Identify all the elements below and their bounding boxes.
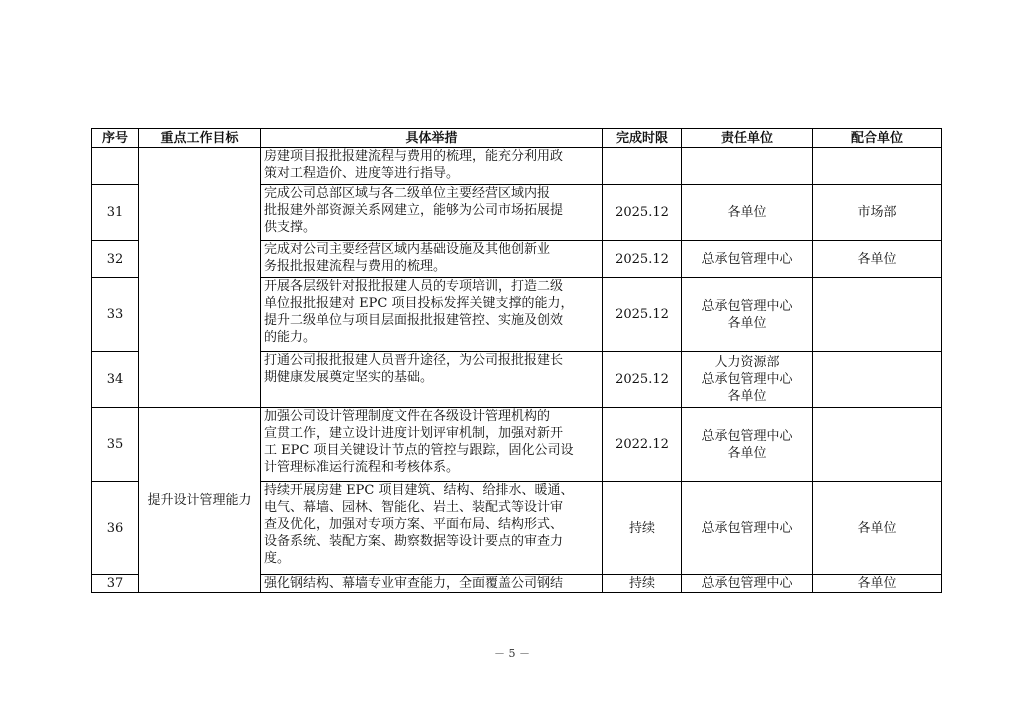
page-number: － 5 － [494, 647, 530, 660]
measure-line: 房建项目报批报建流程与费用的梳理，能充分利用政 [264, 149, 564, 164]
row-cooperate [813, 352, 942, 408]
responsible-unit: 人力资源部 [714, 355, 780, 370]
row-serial: 36 [92, 482, 139, 575]
measure-line: 工 EPC 项目关键设计节点的管控与跟踪，固化公司设 [264, 443, 574, 458]
measure-line: 加强公司设计管理制度文件在各级设计管理机构的 [264, 409, 551, 424]
responsible-unit: 总承包管理中心 [701, 520, 793, 536]
row-cooperate: 各单位 [813, 482, 942, 575]
row-serial: 32 [92, 241, 139, 278]
row-deadline: 持续 [603, 482, 682, 575]
table-row [92, 408, 942, 482]
row-cooperate [813, 148, 942, 185]
responsible-unit: 总承包管理中心 [701, 372, 793, 387]
row-cooperate: 各单位 [813, 241, 942, 278]
row-responsible [682, 241, 813, 278]
measure-line: 持续开展房建 EPC 项目建筑、结构、给排水、暖通、 [264, 483, 574, 498]
header-serial: 序号 [92, 129, 139, 148]
responsible-unit: 总承包管理中心 [701, 251, 793, 267]
measure-line: 打通公司报批报建人员晋升途径，为公司报批报建长 [264, 353, 564, 368]
row-deadline [603, 148, 682, 185]
row-responsible [682, 185, 813, 241]
row-deadline: 2025.12 [603, 185, 682, 241]
row-responsible [682, 575, 813, 593]
row-serial [92, 148, 139, 185]
measure-line: 策对工程造价、进度等进行指导。 [264, 166, 460, 181]
measure-line: 度。 [264, 551, 291, 566]
row-cooperate [813, 278, 942, 352]
measure-line: 开展各层级针对报批报建人员的专项培训，打造二级 [264, 279, 564, 294]
work-plan-table [91, 128, 942, 593]
responsible-unit: 总承包管理中心 [701, 576, 793, 591]
responsible-unit: 总承包管理中心 [701, 428, 793, 444]
measure-line: 完成公司总部区域与各二级单位主要经营区域内报 [264, 186, 551, 201]
measure-line: 强化钢结构、幕墙专业审查能力，全面覆盖公司钢结 [264, 576, 564, 591]
measure-line: 务报批报建流程与费用的梳理。 [264, 259, 447, 274]
row-serial: 34 [92, 352, 139, 408]
row-measures [261, 408, 603, 482]
row-deadline: 持续 [603, 575, 682, 593]
row-goal [139, 148, 261, 408]
row-measures [261, 278, 603, 352]
row-serial: 35 [92, 408, 139, 482]
header-goal: 重点工作目标 [139, 129, 261, 148]
row-measures [261, 241, 603, 278]
row-cooperate [813, 408, 942, 482]
responsible-unit: 各单位 [727, 445, 767, 461]
row-serial: 31 [92, 185, 139, 241]
row-responsible [682, 352, 813, 408]
row-deadline: 2022.12 [603, 408, 682, 482]
measure-line: 批报建外部资源关系网建立，能够为公司市场拓展提 [264, 203, 564, 218]
measure-line: 的能力。 [264, 330, 317, 345]
row-measures [261, 352, 603, 408]
header-measures: 具体举措 [261, 129, 603, 148]
row-deadline: 2025.12 [603, 241, 682, 278]
row-responsible [682, 278, 813, 352]
responsible-unit: 各单位 [727, 315, 767, 331]
row-goal: 提升设计管理能力 [139, 408, 261, 593]
responsible-unit: 各单位 [727, 389, 767, 404]
row-cooperate: 市场部 [813, 185, 942, 241]
row-measures [261, 482, 603, 575]
measure-line: 宣贯工作，建立设计进度计划评审机制，加强对新开 [264, 426, 564, 441]
table-row [92, 148, 942, 185]
measure-line: 计管理标准运行流程和考核体系。 [264, 460, 460, 475]
row-measures [261, 148, 603, 185]
measure-line: 查及优化，加强对专项方案、平面布局、结构形式、 [264, 517, 564, 532]
row-responsible [682, 408, 813, 482]
header-responsible: 责任单位 [682, 129, 813, 148]
row-measures [261, 575, 603, 593]
responsible-unit: 总承包管理中心 [701, 298, 793, 314]
row-deadline: 2025.12 [603, 352, 682, 408]
row-serial: 33 [92, 278, 139, 352]
row-deadline: 2025.12 [603, 278, 682, 352]
measure-line: 完成对公司主要经营区域内基础设施及其他创新业 [264, 242, 551, 257]
measure-line: 单位报批报建对 EPC 项目投标发挥关键支撑的能力， [264, 296, 574, 311]
header-deadline: 完成时限 [603, 129, 682, 148]
row-cooperate: 各单位 [813, 575, 942, 593]
table-header-row [92, 129, 942, 148]
row-measures [261, 185, 603, 241]
measure-line: 供支撑。 [264, 220, 317, 235]
row-responsible [682, 482, 813, 575]
measure-line: 提升二级单位与项目层面报批报建管控、实施及创效 [264, 313, 564, 328]
responsible-unit: 各单位 [727, 205, 767, 220]
row-serial: 37 [92, 575, 139, 593]
header-cooperate: 配合单位 [813, 129, 942, 148]
row-responsible [682, 148, 813, 185]
measure-line: 电气、幕墙、园林、智能化、岩土、装配式等设计审 [264, 500, 564, 515]
measure-line: 期健康发展奠定坚实的基础。 [264, 370, 434, 385]
measure-line: 设备系统、装配方案、勘察数据等设计要点的审查力 [264, 534, 564, 549]
